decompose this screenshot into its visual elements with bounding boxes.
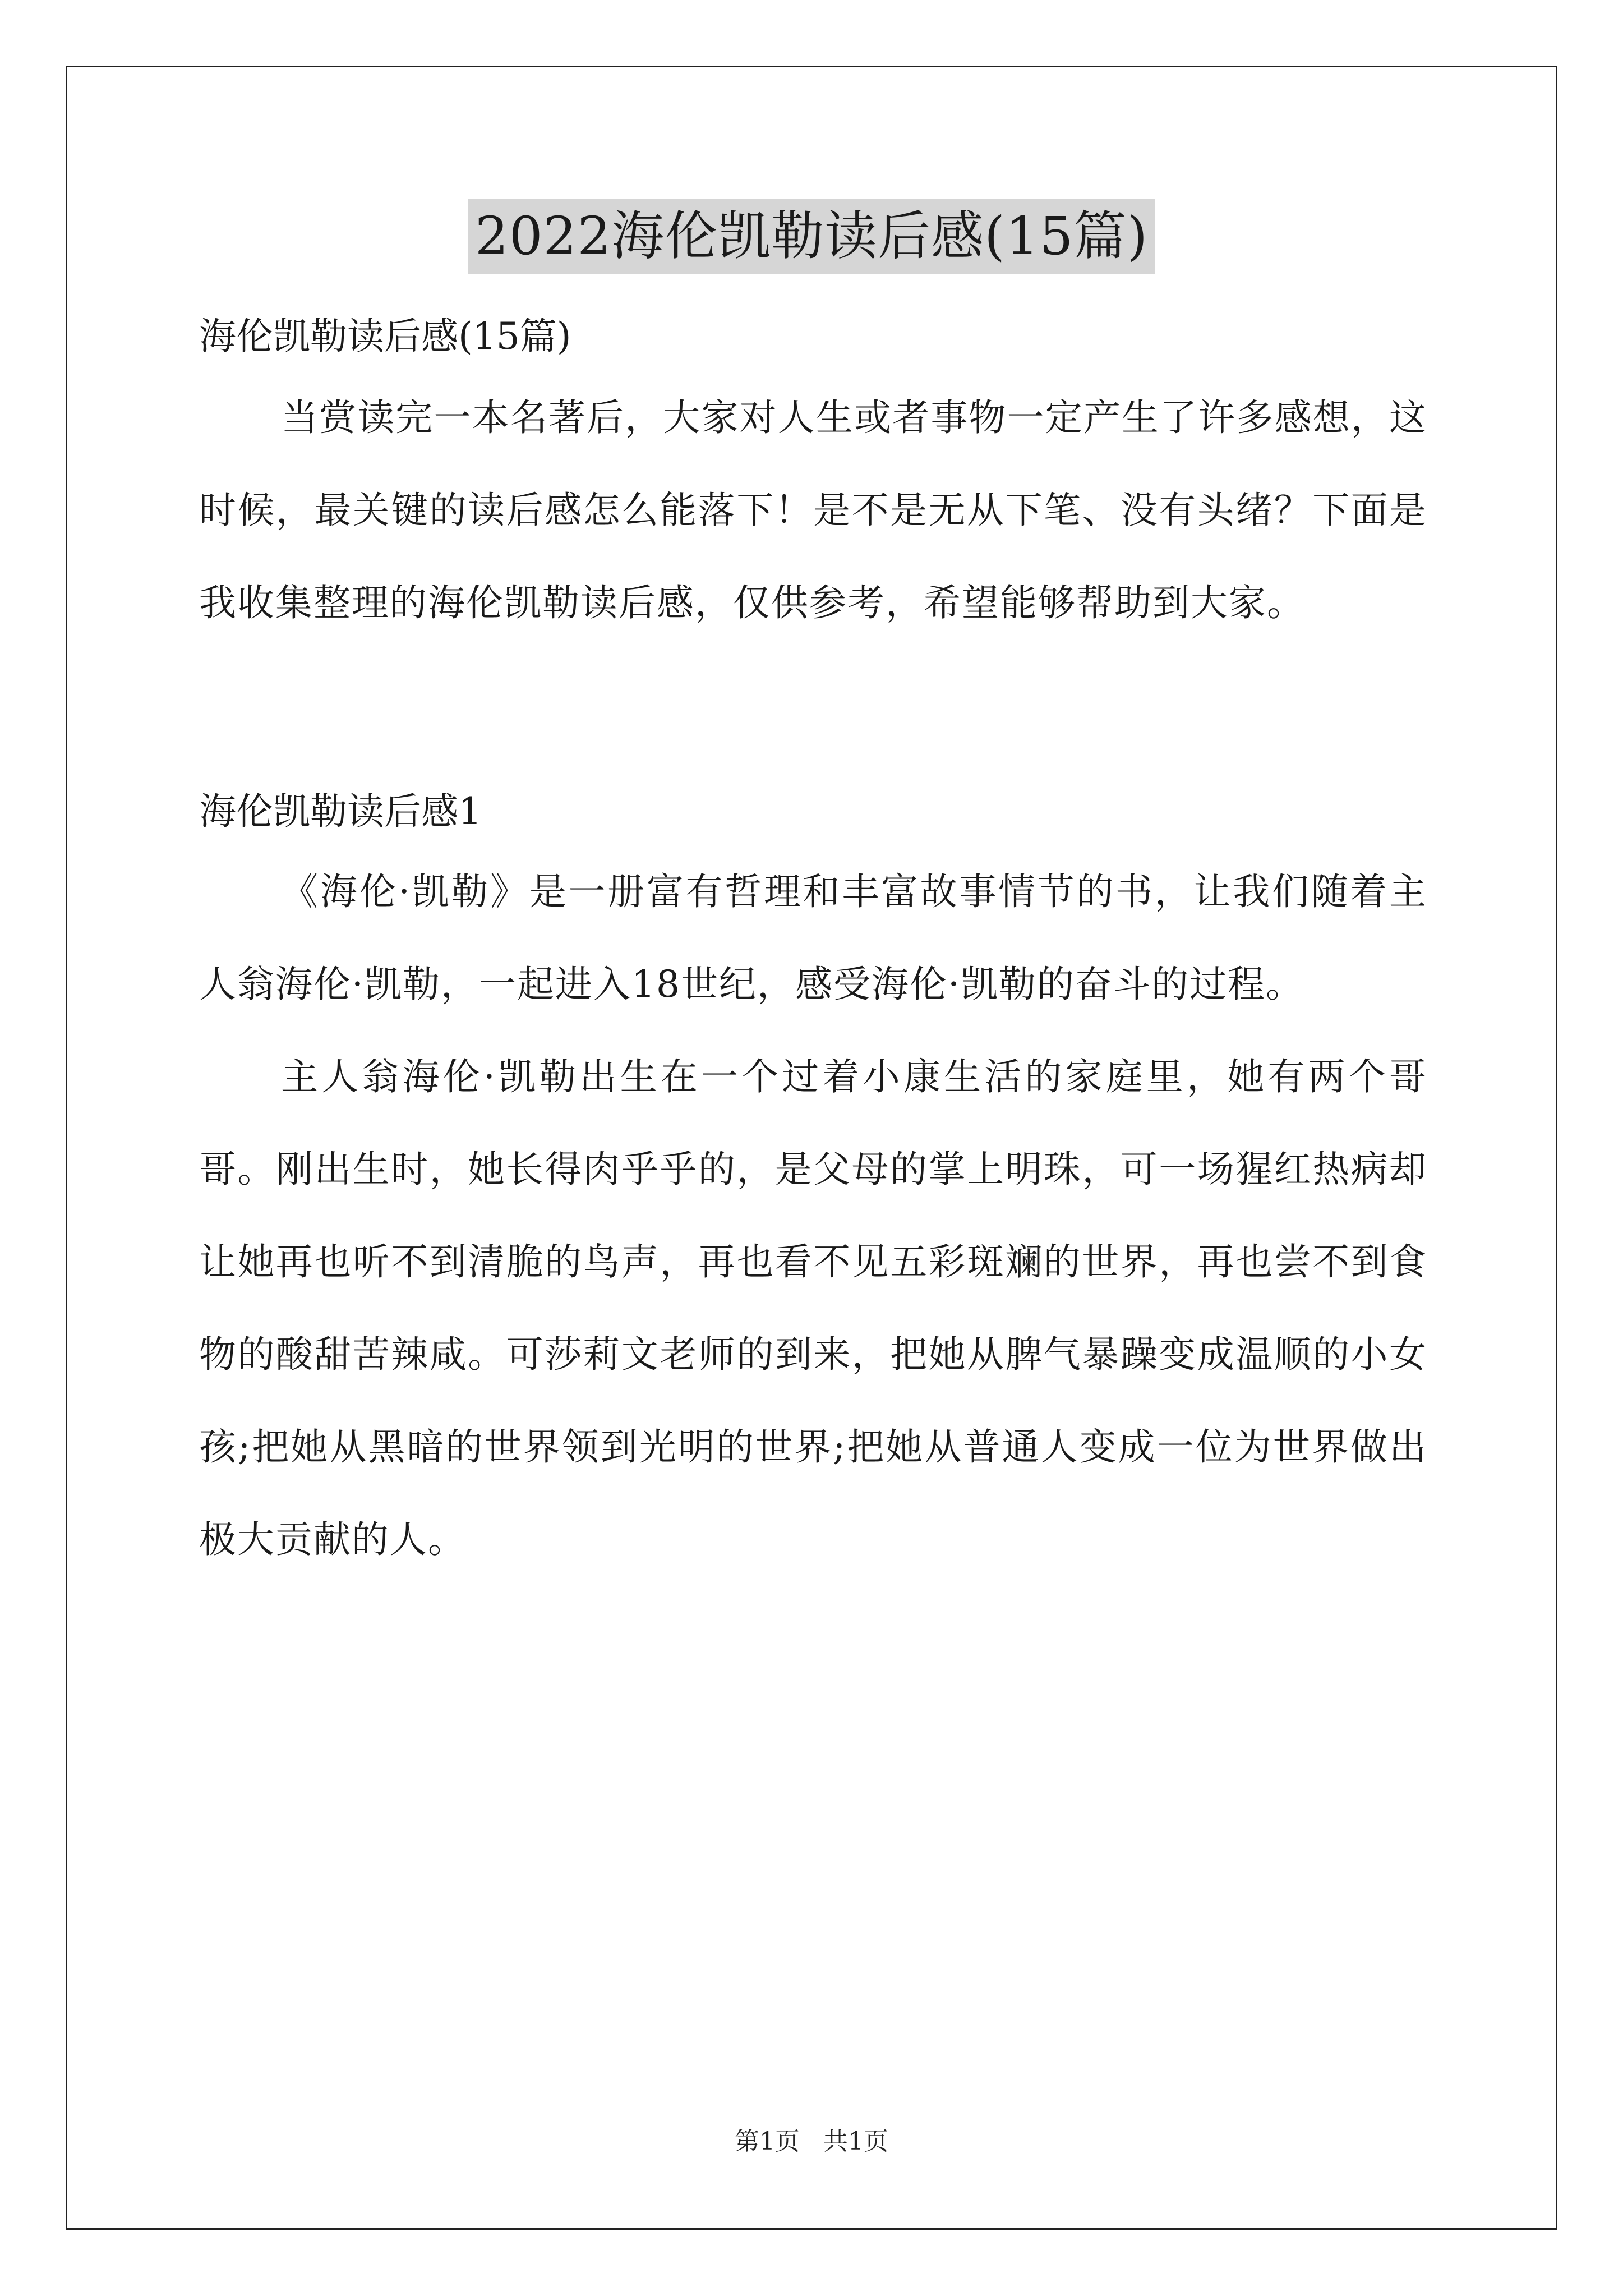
intro-paragraph: 当赏读完一本名著后，大家对人生或者事物一定产生了许多感想，这时候，最关键的读后感怎么能落下！是不是无从下笔、没有头绪？下面是我收集整理的海伦凯勒读后感，仅供参考，希望能够帮助到大家。 — [199, 396, 1427, 624]
page-number-current: 第1页 — [735, 2127, 800, 2156]
document-title: 2022海伦凯勒读后感(15篇) — [468, 199, 1155, 274]
title-container — [0, 199, 1623, 274]
page-footer — [0, 2125, 1623, 2159]
body-paragraph-2: 主人翁海伦·凯勒出生在一个过着小康生活的家庭里，她有两个哥哥。刚出生时，她长得肉乎乎的，是父母的掌上明珠，可一场猩红热病却让她再也听不到清脆的鸟声，再也看不见五彩斑斓的世界，再也尝不到食物的酸甜苦辣咸。可莎莉文老师的到来，把她从脾气暴躁变成温顺的小女孩;把她从黑暗的世界领到光明的世界;把她从普通人变成一位为世界做出极大贡献的人。 — [199, 1055, 1427, 1561]
page-number-total: 共1页 — [823, 2127, 888, 2156]
document-body — [199, 309, 1427, 1586]
section-heading: 海伦凯勒读后感1 — [199, 790, 482, 833]
document-subtitle: 海伦凯勒读后感(15篇) — [199, 315, 571, 358]
body-paragraph-1: 《海伦·凯勒》是一册富有哲理和丰富故事情节的书，让我们随着主人翁海伦·凯勒，一起进入18世纪，感受海伦·凯勒的奋斗的过程。 — [199, 870, 1427, 1006]
